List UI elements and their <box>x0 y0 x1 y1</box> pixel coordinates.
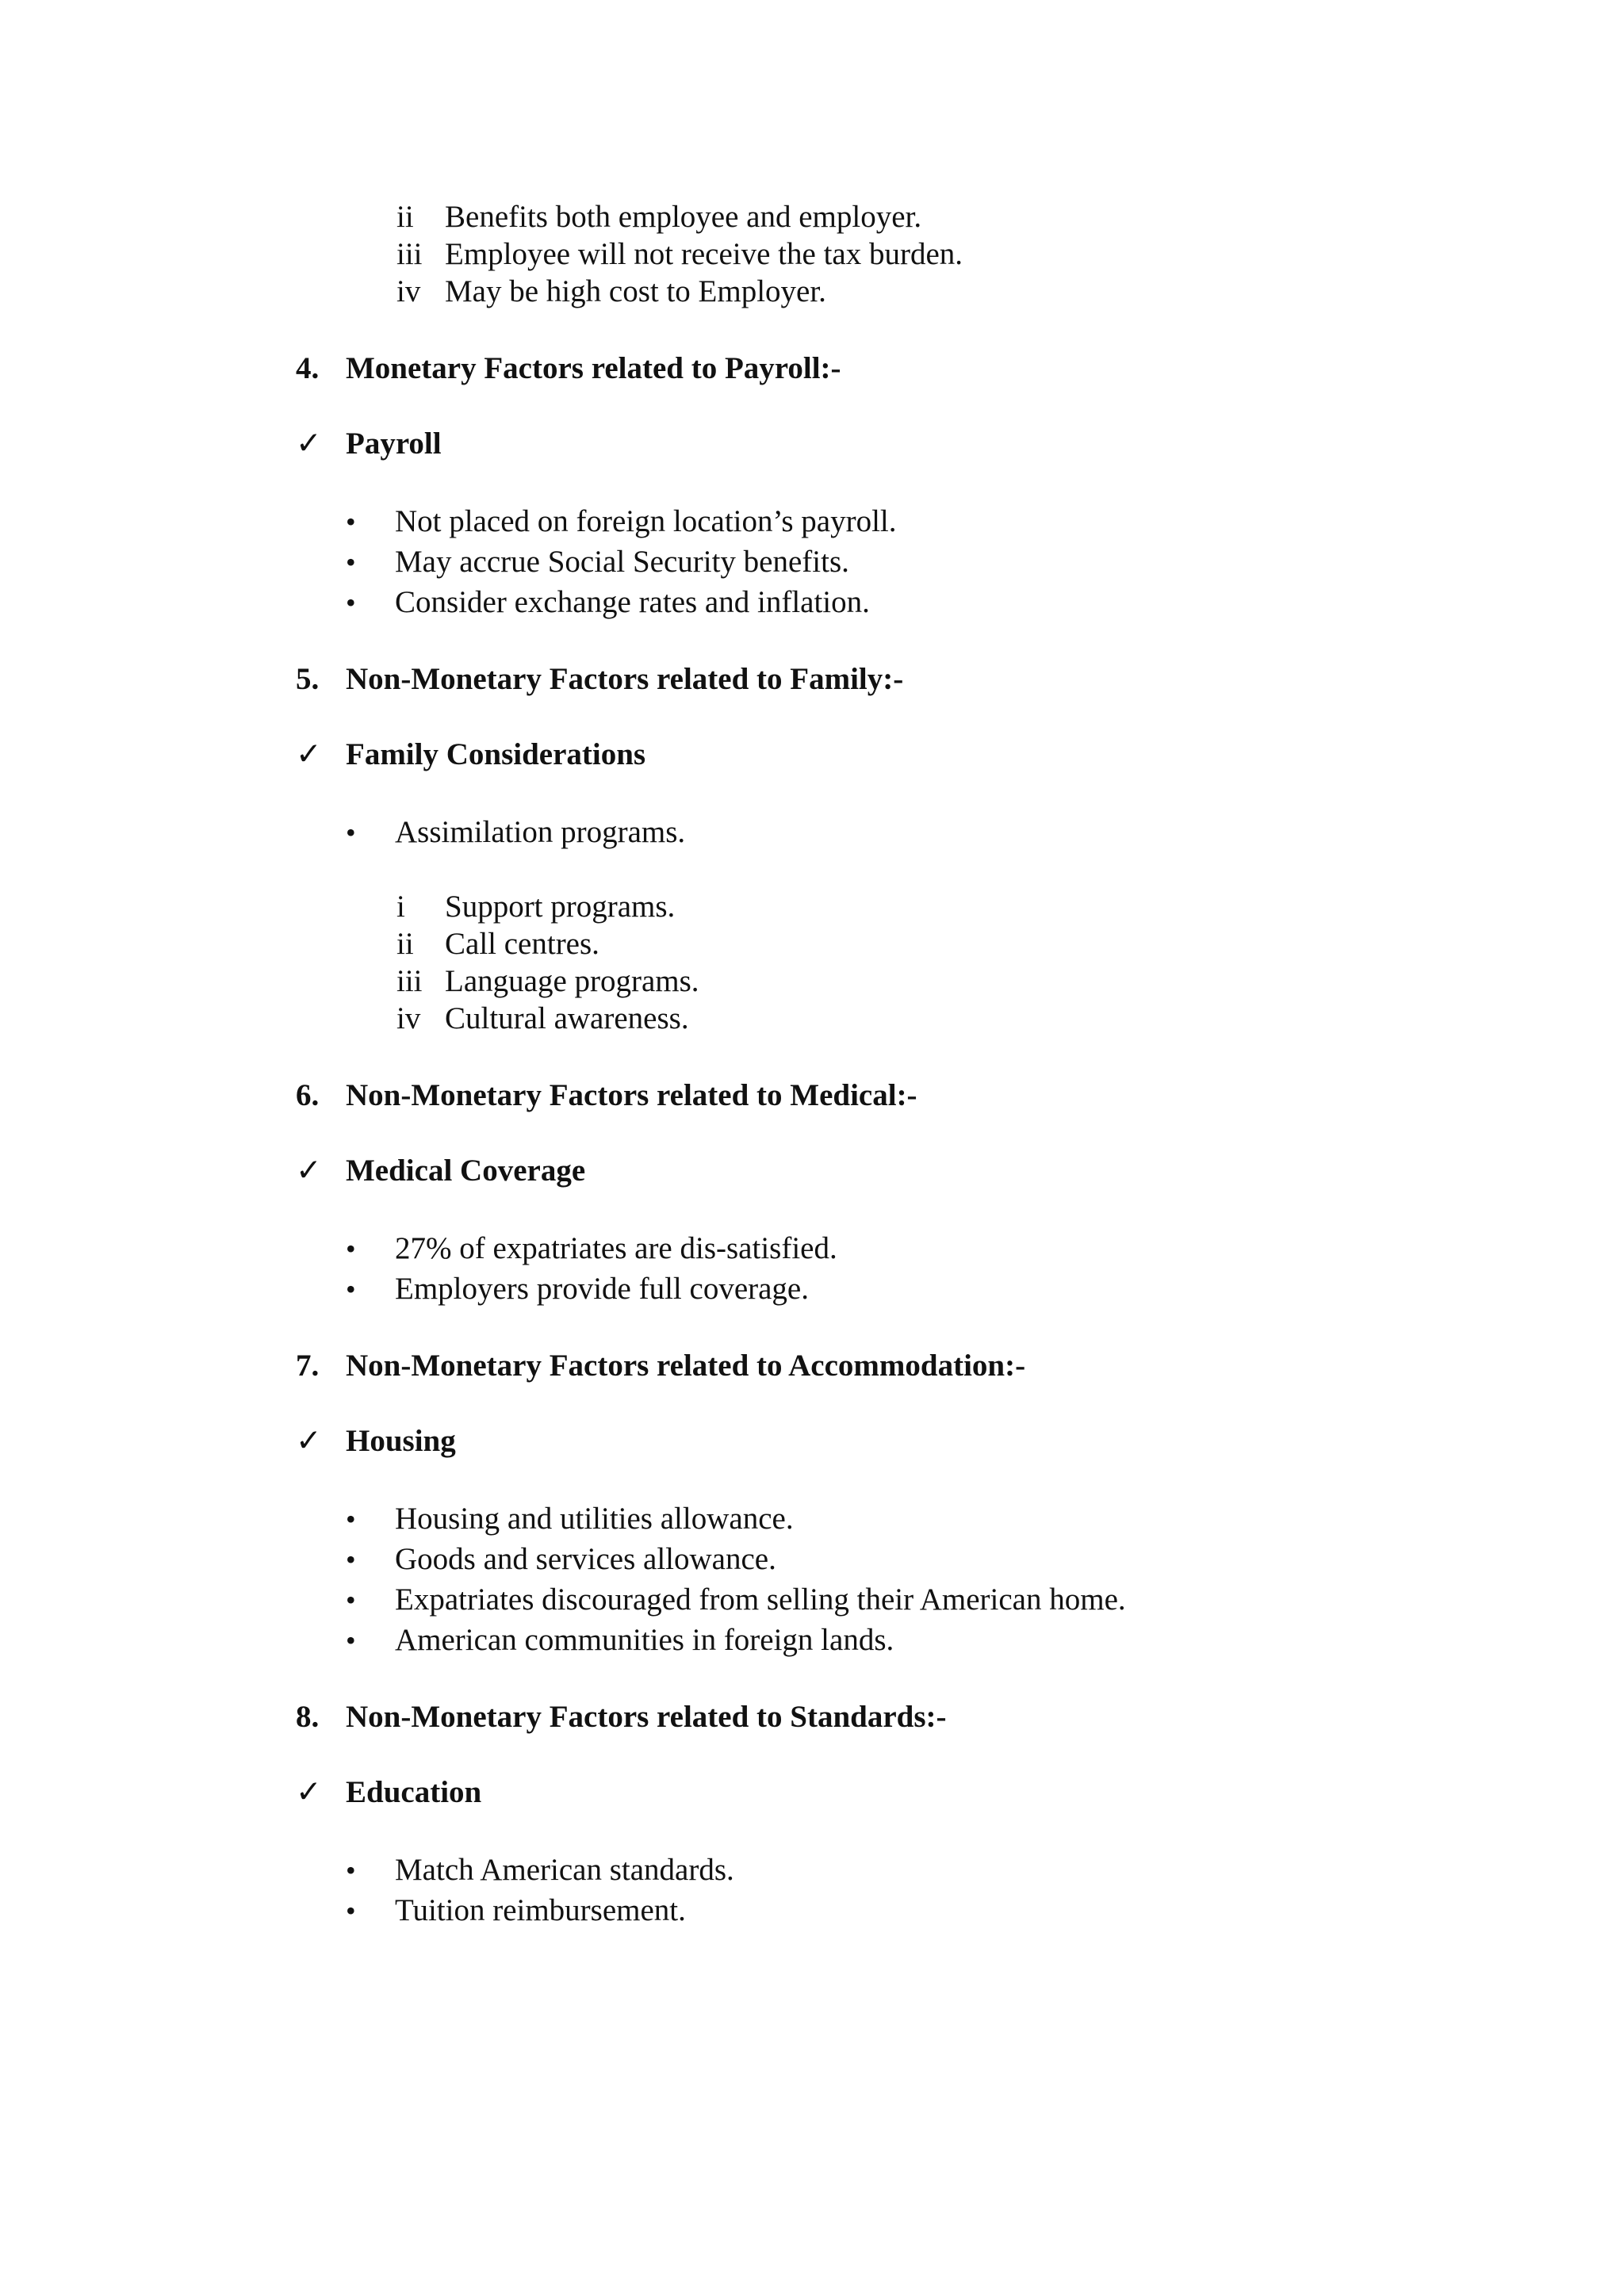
list-item: Not placed on foreign location’s payroll. <box>395 504 897 538</box>
list-item: Benefits both employee and employer. <box>445 200 922 234</box>
list-item: Housing and utilities allowance. <box>395 1502 794 1536</box>
check-icon: ✓ <box>296 1775 322 1809</box>
subheading: Family Considerations <box>346 737 646 771</box>
bullet-icon: • <box>346 1854 356 1886</box>
list-item: Employers provide full coverage. <box>395 1272 809 1306</box>
list-item: American communities in foreign lands. <box>395 1623 894 1657</box>
bullet-icon: • <box>346 1544 356 1575</box>
list-item: Goods and services allowance. <box>395 1542 776 1576</box>
list-item: Match American standards. <box>395 1853 734 1887</box>
list-item: Cultural awareness. <box>445 1001 689 1035</box>
bullet-icon: • <box>346 1273 356 1305</box>
check-icon: ✓ <box>296 1154 322 1188</box>
roman-numeral: iv <box>396 1001 421 1035</box>
list-item: Call centres. <box>445 927 599 961</box>
list-item: Tuition reimbursement. <box>395 1893 686 1927</box>
roman-numeral: iii <box>396 237 423 271</box>
bullet-icon: • <box>346 1895 356 1927</box>
bullet-icon: • <box>346 506 356 538</box>
section-number: 6. <box>296 1078 320 1112</box>
list-item: May accrue Social Security benefits. <box>395 545 849 579</box>
subheading: Education <box>346 1775 482 1809</box>
check-icon: ✓ <box>296 737 322 771</box>
bullet-icon: • <box>346 1233 356 1265</box>
check-icon: ✓ <box>296 427 322 461</box>
check-icon: ✓ <box>296 1424 322 1458</box>
roman-numeral: iv <box>396 274 421 308</box>
list-item: May be high cost to Employer. <box>445 274 826 308</box>
subheading: Medical Coverage <box>346 1154 586 1188</box>
list-item: Consider exchange rates and inflation. <box>395 585 870 619</box>
section-heading: Non-Monetary Factors related to Standards:- <box>346 1700 947 1734</box>
roman-numeral: ii <box>396 927 414 961</box>
bullet-icon: • <box>346 1584 356 1616</box>
section-heading: Monetary Factors related to Payroll:- <box>346 351 841 385</box>
roman-numeral: ii <box>396 200 414 234</box>
list-item: Assimilation programs. <box>395 815 686 849</box>
subheading: Housing <box>346 1424 456 1458</box>
list-item: Support programs. <box>445 890 676 924</box>
roman-numeral: i <box>396 890 405 924</box>
list-item: Employee will not receive the tax burden. <box>445 237 963 271</box>
bullet-icon: • <box>346 1503 356 1535</box>
section-heading: Non-Monetary Factors related to Family:- <box>346 662 904 696</box>
bullet-icon: • <box>346 587 356 618</box>
section-heading: Non-Monetary Factors related to Medical:- <box>346 1078 917 1112</box>
section-number: 8. <box>296 1700 320 1734</box>
list-item: 27% of expatriates are dis-satisfied. <box>395 1231 837 1265</box>
section-number: 5. <box>296 662 320 696</box>
bullet-icon: • <box>346 546 356 578</box>
bullet-icon: • <box>346 1624 356 1656</box>
roman-numeral: iii <box>396 964 423 998</box>
section-number: 7. <box>296 1349 320 1383</box>
section-number: 4. <box>296 351 320 385</box>
list-item: Language programs. <box>445 964 699 998</box>
bullet-icon: • <box>346 817 356 848</box>
subheading: Payroll <box>346 427 442 461</box>
section-heading: Non-Monetary Factors related to Accommodation:- <box>346 1349 1026 1383</box>
list-item: Expatriates discouraged from selling their American home. <box>395 1582 1126 1617</box>
